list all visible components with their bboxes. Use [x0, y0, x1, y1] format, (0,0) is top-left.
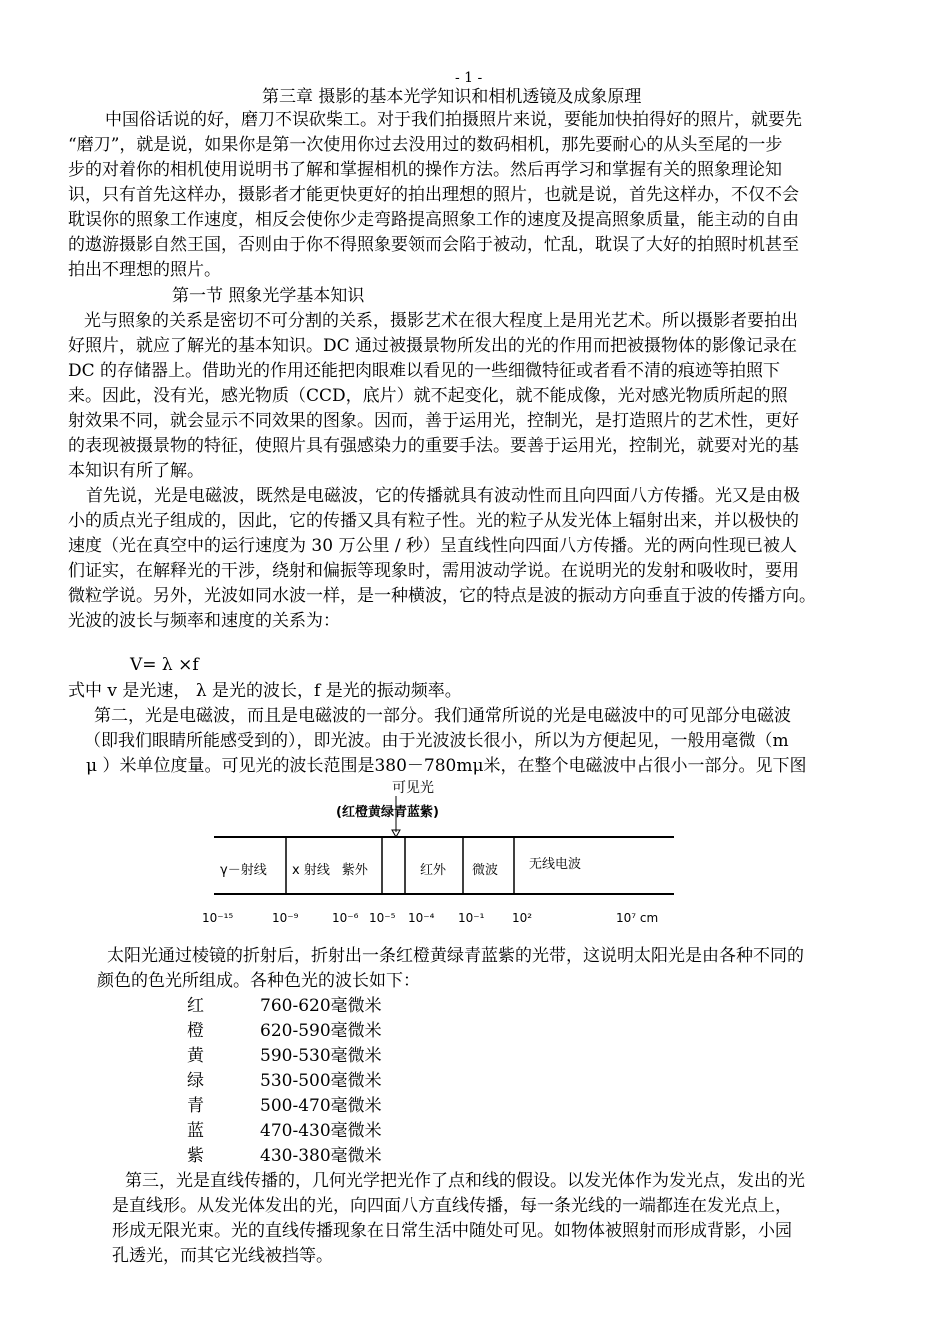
text-line: 中国俗话说的好，磨刀不误砍柴工。对于我们拍摄照片来说，要能加快拍得好的照片，就要先 [105, 110, 802, 130]
section-title: 第一节 照象光学基本知识 [172, 286, 365, 306]
wavelength-range: 470-430毫微米 [260, 1121, 382, 1141]
visible-colors-label: (红橙黄绿青蓝紫) [336, 805, 439, 820]
color-name: 橙 [187, 1021, 204, 1041]
color-name: 紫 [187, 1146, 204, 1166]
scale-label: 10⁻⁶ [332, 911, 359, 925]
scale-label: 10² [512, 911, 533, 925]
color-name: 青 [187, 1096, 204, 1116]
text-line: 拍出不理想的照片。 [68, 260, 221, 280]
wavelength-range: 620-590毫微米 [260, 1021, 382, 1041]
wavelength-range: 430-380毫微米 [260, 1146, 382, 1166]
text-line: 好照片，就应了解光的基本知识。DC 通过被摄景物所发出的光的作用而把被摄物体的影像记录在 [68, 336, 798, 356]
text-line: μ ）米单位度量。可见光的波长范围是380－780mμ米，在整个电磁波中占很小一部分。见下图 [86, 756, 807, 776]
text-line: 光与照象的关系是密切不可分割的关系，摄影艺术在很大程度上是用光艺术。所以摄影者要拍出 [84, 311, 798, 331]
chapter-title: 第三章 摄影的基本光学知识和相机透镜及成象原理 [262, 87, 642, 107]
text-line: 们证实，在解释光的干涉，绕射和偏振等现象时，需用波动学说。在说明光的发射和吸收时，要用 [68, 561, 799, 581]
text-line: “磨刀”，就是说，如果你是第一次使用你过去没用过的数码相机，那先要耐心的从头至尾的一步 [68, 135, 783, 155]
text-line: 微粒学说。另外，光波如同水波一样，是一种横波，它的特点是波的振动方向垂直于波的传播方向。 [68, 586, 816, 606]
scale-label: 10⁻⁹ [272, 911, 299, 925]
scale-label: 10⁻⁴ [408, 911, 435, 925]
segment-uv: 紫外 [341, 863, 368, 878]
text-line: 步的对着你的相机使用说明书了解和掌握相机的操作方法。然后再学习和掌握有关的照象理论知 [68, 160, 782, 180]
wavelength-range: 500-470毫微米 [260, 1096, 382, 1116]
color-name: 黄 [187, 1046, 204, 1066]
scale-label: 10⁷ cm [616, 911, 659, 925]
segment-microwave: 微波 [472, 863, 499, 878]
visible-light-label: 可见光 [392, 780, 434, 796]
text-line: （即我们眼睛所能感受到的），即光波。由于光波波长很小，所以为方便起见，一般用毫微（m [84, 731, 789, 751]
text-line: 识，只有首先这样办，摄影者才能更快更好的拍出理想的照片，也就是说，首先这样办，不仅不会 [68, 185, 799, 205]
text-line: 孔透光，而其它光线被挡等。 [112, 1246, 333, 1266]
text-line: 第二，光是电磁波，而且是电磁波的一部分。我们通常所说的光是电磁波中的可见部分电磁波 [94, 706, 791, 726]
segment-radio: 无线电波 [529, 857, 582, 872]
text-line: 耽误你的照象工作速度，相反会使你少走弯路提高照象工作的速度及提高照象质量，能主动的自由 [68, 210, 799, 230]
scale-label: 10⁻¹ [458, 911, 485, 925]
page-number: - 1 - [455, 70, 483, 86]
text-line: 首先说，光是电磁波，既然是电磁波，它的传播就具有波动性而且向四面八方传播。光又是由极 [86, 486, 800, 506]
text-line: 颜色的色光所组成。各种色光的波长如下： [97, 971, 420, 991]
text-line: 本知识有所了解。 [68, 461, 204, 481]
segment-xray: x 射线 [292, 863, 330, 878]
segment-ir: 红外 [420, 863, 447, 878]
color-name: 绿 [187, 1071, 204, 1091]
wavelength-range: 760-620毫微米 [260, 996, 382, 1016]
text-line: 是直线形。从发光体发出的光，向四面八方直线传播，每一条光线的一端都连在发光点上， [112, 1196, 792, 1216]
wavelength-range: 590-530毫微米 [260, 1046, 382, 1066]
text-line: DC 的存储器上。借助光的作用还能把肉眼难以看见的一些细微特征或者看不清的痕迹等拍照下 [68, 361, 781, 381]
spectrum-diagram [196, 776, 676, 946]
scale-label: 10⁻¹⁵ [202, 911, 234, 925]
color-name: 红 [187, 996, 204, 1016]
wavelength-range: 530-500毫微米 [260, 1071, 382, 1091]
text-line: 射效果不同，就会显示不同效果的图象。因而，善于运用光，控制光，是打造照片的艺术性，更好 [68, 411, 799, 431]
text-line: 速度（光在真空中的运行速度为 30 万公里 / 秒）呈直线性向四面八方传播。光的两向性现已被人 [68, 536, 797, 556]
text-line: 光波的波长与频率和速度的关系为： [68, 611, 340, 631]
formula: V= λ ×f [130, 655, 199, 675]
text-line: 小的质点光子组成的，因此，它的传播又具有粒子性。光的粒子从发光体上辐射出来，并以极快的 [68, 511, 799, 531]
formula-note: 式中 v 是光速， λ 是光的波长，f 是光的振动频率。 [68, 681, 462, 701]
text-line: 形成无限光束。光的直线传播现象在日常生活中随处可见。如物体被照射而形成背影，小园 [112, 1221, 792, 1241]
scale-label: 10⁻⁵ [369, 911, 396, 925]
text-line: 太阳光通过棱镜的折射后，折射出一条红橙黄绿青蓝紫的光带，这说明太阳光是由各种不同的 [107, 946, 804, 966]
text-line: 来。因此，没有光，感光物质（CCD，底片）就不起变化，就不能成像，光对感光物质所起的照 [68, 386, 788, 406]
text-line: 的遨游摄影自然王国，否则由于你不得照象要领而会陷于被动，忙乱，耽误了大好的拍照时机甚至 [68, 235, 799, 255]
color-name: 蓝 [187, 1121, 204, 1141]
text-line: 第三，光是直线传播的，几何光学把光作了点和线的假设。以发光体作为发光点，发出的光 [125, 1171, 805, 1191]
text-line: 的表现被摄景物的特征，使照片具有强感染力的重要手法。要善于运用光，控制光，就要对光的基 [68, 436, 799, 456]
segment-gamma: γ－射线 [220, 863, 267, 878]
